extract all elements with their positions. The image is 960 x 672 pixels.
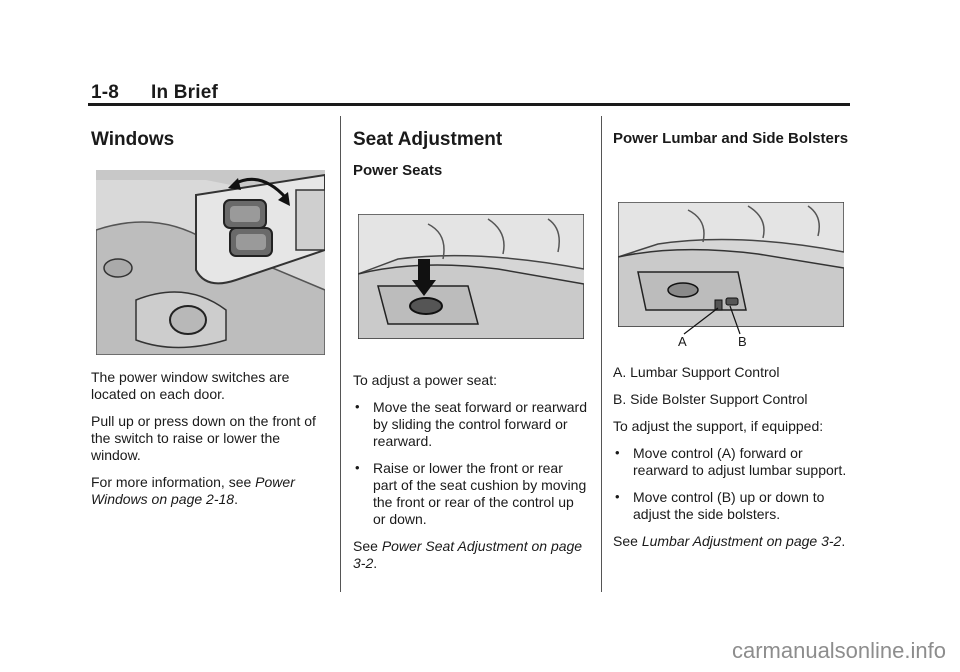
seat-see-also: See Power Seat Adjustment on page 3-2. bbox=[353, 538, 583, 571]
page-header bbox=[91, 82, 218, 104]
seat-bullet-list bbox=[353, 399, 589, 528]
list-item: • Move the seat forward or rearward by sliding the control forward or rearward. bbox=[353, 399, 589, 450]
list-item: • Raise or lower the front or rear part of the seat cushion by moving the front or rear of the control up or down. bbox=[353, 460, 589, 528]
column-divider-2 bbox=[601, 116, 602, 592]
column-divider-1 bbox=[340, 116, 341, 592]
seat-text bbox=[353, 372, 589, 582]
watermark: carmanualsonline.info bbox=[731, 638, 946, 663]
windows-text bbox=[91, 369, 327, 518]
callout-b: B bbox=[738, 334, 747, 349]
lumbar-intro: To adjust the support, if equipped: bbox=[613, 418, 824, 434]
power-seats-subheading: Power Seats bbox=[353, 162, 443, 179]
windows-heading: Windows bbox=[91, 129, 175, 150]
lumbar-text bbox=[613, 364, 849, 560]
section-title: In Brief bbox=[151, 82, 219, 103]
header-rule bbox=[88, 103, 850, 106]
callout-lines bbox=[618, 300, 844, 350]
power-seat-illustration bbox=[358, 214, 584, 339]
legend-a: A. Lumbar Support Control bbox=[613, 364, 780, 380]
callout-a: A bbox=[678, 334, 687, 349]
windows-para-2: Pull up or press down on the front of the switch to raise or lower the window. bbox=[91, 413, 316, 463]
legend-b: B. Side Bolster Support Control bbox=[613, 391, 808, 407]
windows-para-1: The power window switches are located on each door. bbox=[91, 369, 290, 402]
page-number: 1-8 bbox=[91, 82, 120, 103]
power-windows-link[interactable]: Power Windows on page 2-18 bbox=[91, 474, 295, 507]
window-switch-illustration bbox=[96, 170, 325, 355]
seat-intro: To adjust a power seat: bbox=[353, 372, 497, 388]
lumbar-see-also: See Lumbar Adjustment on page 3-2. bbox=[613, 533, 846, 549]
lumbar-bullet-list bbox=[613, 445, 849, 523]
seat-adjustment-heading: Seat Adjustment bbox=[353, 129, 503, 150]
column-windows bbox=[91, 116, 327, 152]
list-item: • Move control (A) forward or rearward to adjust lumbar support. bbox=[613, 445, 849, 479]
lumbar-adjustment-link[interactable]: Lumbar Adjustment on page 3-2 bbox=[641, 533, 842, 549]
power-lumbar-heading: Power Lumbar and Side Bolsters bbox=[613, 130, 849, 147]
column-power-lumbar bbox=[613, 116, 849, 148]
power-seat-adjustment-link[interactable]: Power Seat Adjustment on page 3-2 bbox=[353, 538, 583, 571]
column-seat-adjustment bbox=[353, 116, 589, 180]
windows-para-3: For more information, see Power Windows on page 2-18. bbox=[91, 474, 295, 507]
list-item: • Move control (B) up or down to adjust the side bolsters. bbox=[613, 489, 849, 523]
